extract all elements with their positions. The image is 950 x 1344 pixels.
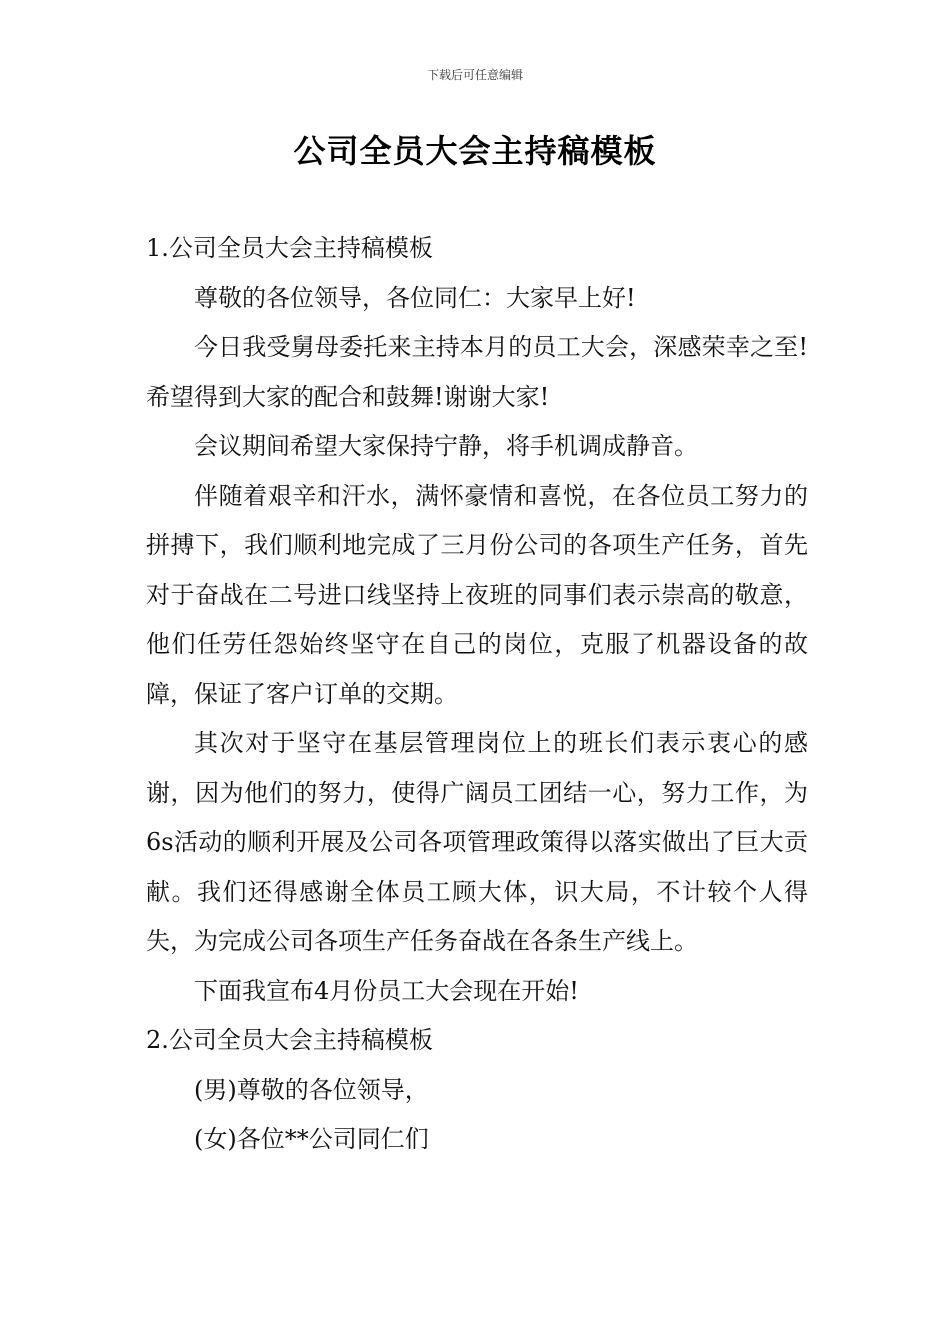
paragraph-thanks: 其次对于坚守在基层管理岗位上的班长们表示衷心的感谢，因为他们的努力，使得广阔员工团结一心，努力工作，为6s活动的顺利开展及公司各项管理政策得以落实做出了巨大贡献。我们还得感谢全体员工顾大体，识大局，不计较个人得失，为完成公司各项生产任务奋战在各条生产线上。 [146, 729, 808, 955]
document-title: 公司全员大会主持稿模板 [293, 132, 657, 170]
paragraph-male-host: (男)尊敬的各位领导， [194, 1075, 429, 1104]
paragraph-announcement: 下面我宣布4月份员工大会现在开始! [194, 976, 579, 1005]
section-heading-1: 1.公司全员大会主持稿模板 [146, 234, 433, 262]
paragraph-female-host: (女)各位**公司同仁们 [194, 1125, 429, 1153]
paragraph-achievement: 伴随着艰辛和汗水，满怀豪情和喜悦，在各位员工努力的拼搏下，我们顺利地完成了三月份公司的各项生产任务，首先对于奋战在二号进口线坚持上夜班的同事们表示崇高的敬意，他们任劳任怨始终坚守在自己的岗位，克服了机器设备的故障，保证了客户订单的交期。 [146, 481, 808, 708]
header-note: 下载后可任意编辑 [426, 68, 523, 82]
document-body [146, 224, 808, 1165]
paragraph-greeting: 尊敬的各位领导，各位同仁：大家早上好! [194, 283, 636, 312]
section-heading-2: 2.公司全员大会主持稿模板 [146, 1026, 433, 1054]
paragraph-phone-notice: 会议期间希望大家保持宁静，将手机调成静音。 [194, 432, 698, 460]
paragraph-intro: 今日我受舅母委托来主持本月的员工大会，深感荣幸之至!希望得到大家的配合和鼓舞!谢谢大家! [146, 333, 808, 411]
